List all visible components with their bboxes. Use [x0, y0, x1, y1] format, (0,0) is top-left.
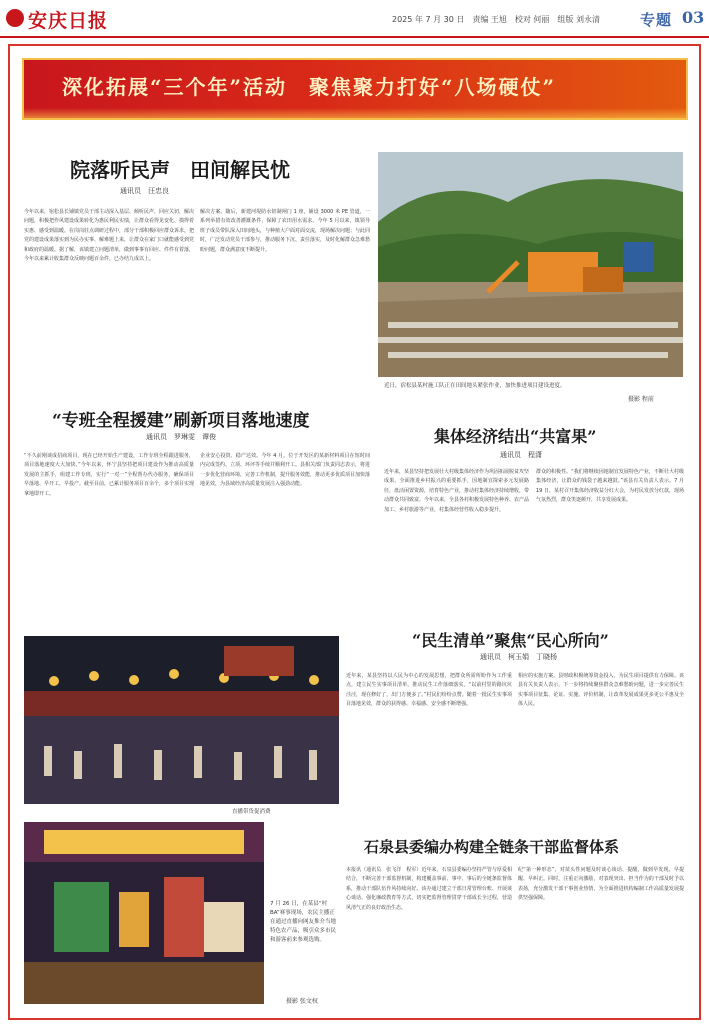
photo-credit: 摄影 张文权	[286, 998, 318, 1005]
night-market-illustration	[24, 636, 339, 804]
article-column: 群众的积极性。“我们将继续因地制宜发展特色产业，不断壮大村级集体经济，让群众的钱袋子越来越鼓。”该县有关负责人表示。7 月 19 日，某村召开集体经济收益分红大会，为村民发放分红款，现场气氛热烈，群众笑逐颜开，共享发展成果。	[536, 469, 684, 504]
masthead	[0, 0, 709, 38]
article-byline: 通讯员 柯玉娟 丁晓杨	[480, 653, 557, 661]
issue-line: 2025 年 7 月 30 日 责编 王旭 校对 何丽 组版 刘永清	[392, 15, 600, 24]
article-title: 石泉县委编办构建全链条干部监督体系	[364, 838, 620, 856]
page-number: 03	[682, 8, 705, 27]
article-column: 今年以来，宿松县长铺镇党员干部主动深入基层、倾听民声，回应关切，解决问题，积极把作风建设成果转化为惠民利民实绩，让群众看得见变化、摸得着实惠、感受到温暖。在岗岗驻点调研过程中，部分干部积极回应群众诉求，把党的建设成果落实到为民办实事、解难题上来，让群众在家门口就能感受到党和政府的温暖。据了解，该镇建立问题清单，做到事事有回应、件件有着落，今年以来累计收集群众反映问题百余件，已办结九成以上。	[24, 209, 194, 263]
article-column: 企业安心投资、稳产达效。今年 4 月，位于开发区的某新材料项目在短时间内完成签约、立项、环评等手续并顺利开工。县相关部门负责同志表示，将进一步优化营商环境，完善工作机制，提升服务效能，推动更多优质项目加快落地见效，为县域经济高质量发展注入强劲动能。	[200, 453, 370, 488]
construction-photo	[378, 152, 683, 377]
article-column: 近年来，某县坚持以人民为中心的发展思想，把群众所需所盼作为工作重点，建立民生实事项目清单，推动民生工作落细落实。“以前村里的路坑坑洼洼，现在修好了，出门方便多了。”村民们纷纷点赞。随着一批民生实事项目落地见效，群众的获得感、幸福感、安全感不断增强。	[346, 673, 512, 708]
article-byline: 通讯员 程潇	[500, 451, 542, 459]
article-title: 院落听民声 田间解民忧	[70, 158, 290, 182]
banner-glow	[24, 108, 686, 118]
banner-title: 深化拓展“三个年”活动 聚焦聚力打好“八场硬仗”	[62, 75, 557, 99]
photo-caption: 直播带货促消费	[232, 809, 271, 815]
newspaper-logo-icon	[6, 9, 24, 27]
article-column: 近年来，某县坚持把发展壮大村级集体经济作为巩固拓展脱贫攻坚成果、全面推进乡村振兴的重要抓手，因地制宜探索多元发展路径，盘活闲置资源，培育特色产业，推动村集体经济持续增收，带动群众共同致富。今年以来，全县各村积极发展特色种养、农产品加工、乡村旅游等产业，村集体经营性收入稳步提升。	[384, 469, 529, 513]
article-title: “民生清单”聚焦“民心所向”	[412, 631, 609, 650]
article-title: 集体经济结出“共富果”	[434, 427, 597, 446]
construction-scene-illustration	[378, 152, 683, 377]
article-byline: 通讯员 罗琳雯 谭俊	[146, 433, 216, 441]
article-column: 本报讯（通讯员 张飞洋 程军）近年来，石泉县委编办坚持严管与厚爱相结合，不断完善干部监督机制，构建覆盖事前、事中、事后的全链条监督体系，推动干部队伍作风持续向好。该办通过建立干部日常管理台账、开展谈心谈话、强化廉政教育等方式，切实把监督管理贯穿干部成长全过程，营造风清气正的良好政治生态。	[346, 867, 512, 911]
night-market-photo	[24, 636, 339, 804]
newspaper-logo: 安庆日报	[28, 10, 109, 32]
article-byline: 通讯员 汪忠良	[120, 187, 169, 195]
article-column: “不久前刚谈成招商项目，现在已经开始生产建设，工作专班全程跟进服务，项目落地速度大大加快。”今年以来，怀宁县坚持把项目建设作为推动高质量发展的主抓手，组建工作专班，实行“一对一”全程帮办代办服务，确保项目早落地、早开工、早投产。截至目前，已累计服务项目百余个，多个项目实现拿地即开工。	[24, 453, 194, 497]
livestream-photo	[24, 822, 264, 1004]
article-column: 纪“第一种形态”，对苗头性问题及时谈心谈话、提醒，做到早发现、早提醒、早纠正。同时，注重正向激励，对表现突出、担当作为的干部及时予以表扬，充分激发干部干事创业热情，为全面推进机构编制工作高质量发展提供坚强保障。	[518, 867, 684, 902]
livestream-illustration	[24, 822, 264, 1004]
article-column: 相应的实施方案。县财政积极统筹资金投入，为民生项目提供有力保障。该县有关负责人表示，下一步将持续聚焦群众急难愁盼问题，进一步完善民生实事项目征集、论证、实施、评价机制，让改革发展成果更多更公平惠及全体人民。	[518, 673, 684, 708]
headline-banner	[22, 58, 688, 120]
photo-caption: 近日，宿松县某村施工队正在田间地头紧张作业，加快推进项目建设进度。	[384, 383, 566, 389]
photo-caption: 7 月 26 日，在某县“村 BA”赛事现场，农民主播正在通过直播向网友推介当地特色农产品，吸引众多市民和游客前来参观选购。	[270, 901, 337, 943]
article-title: “专班全程援建”刷新项目落地速度	[52, 411, 310, 431]
section-tag: 专题	[640, 11, 673, 29]
photo-credit: 摄影 程前	[628, 396, 654, 403]
article-column: 解决方案。随后，新建河堤防水铝制闸门 1 座，铺设 3000 米 PE 管道，一系列举措有效改善灌溉条件，保障了农田用水需求。今年 5 月以来，镇领导班子成员带队深入田间地头，与种植大户面对面交流，现场解决问题；与此同时，广泛发动党员干部参与，推动服务下沉、责任落实，及时化解群众急难愁盼问题，群众满意度不断提升。	[200, 209, 370, 253]
